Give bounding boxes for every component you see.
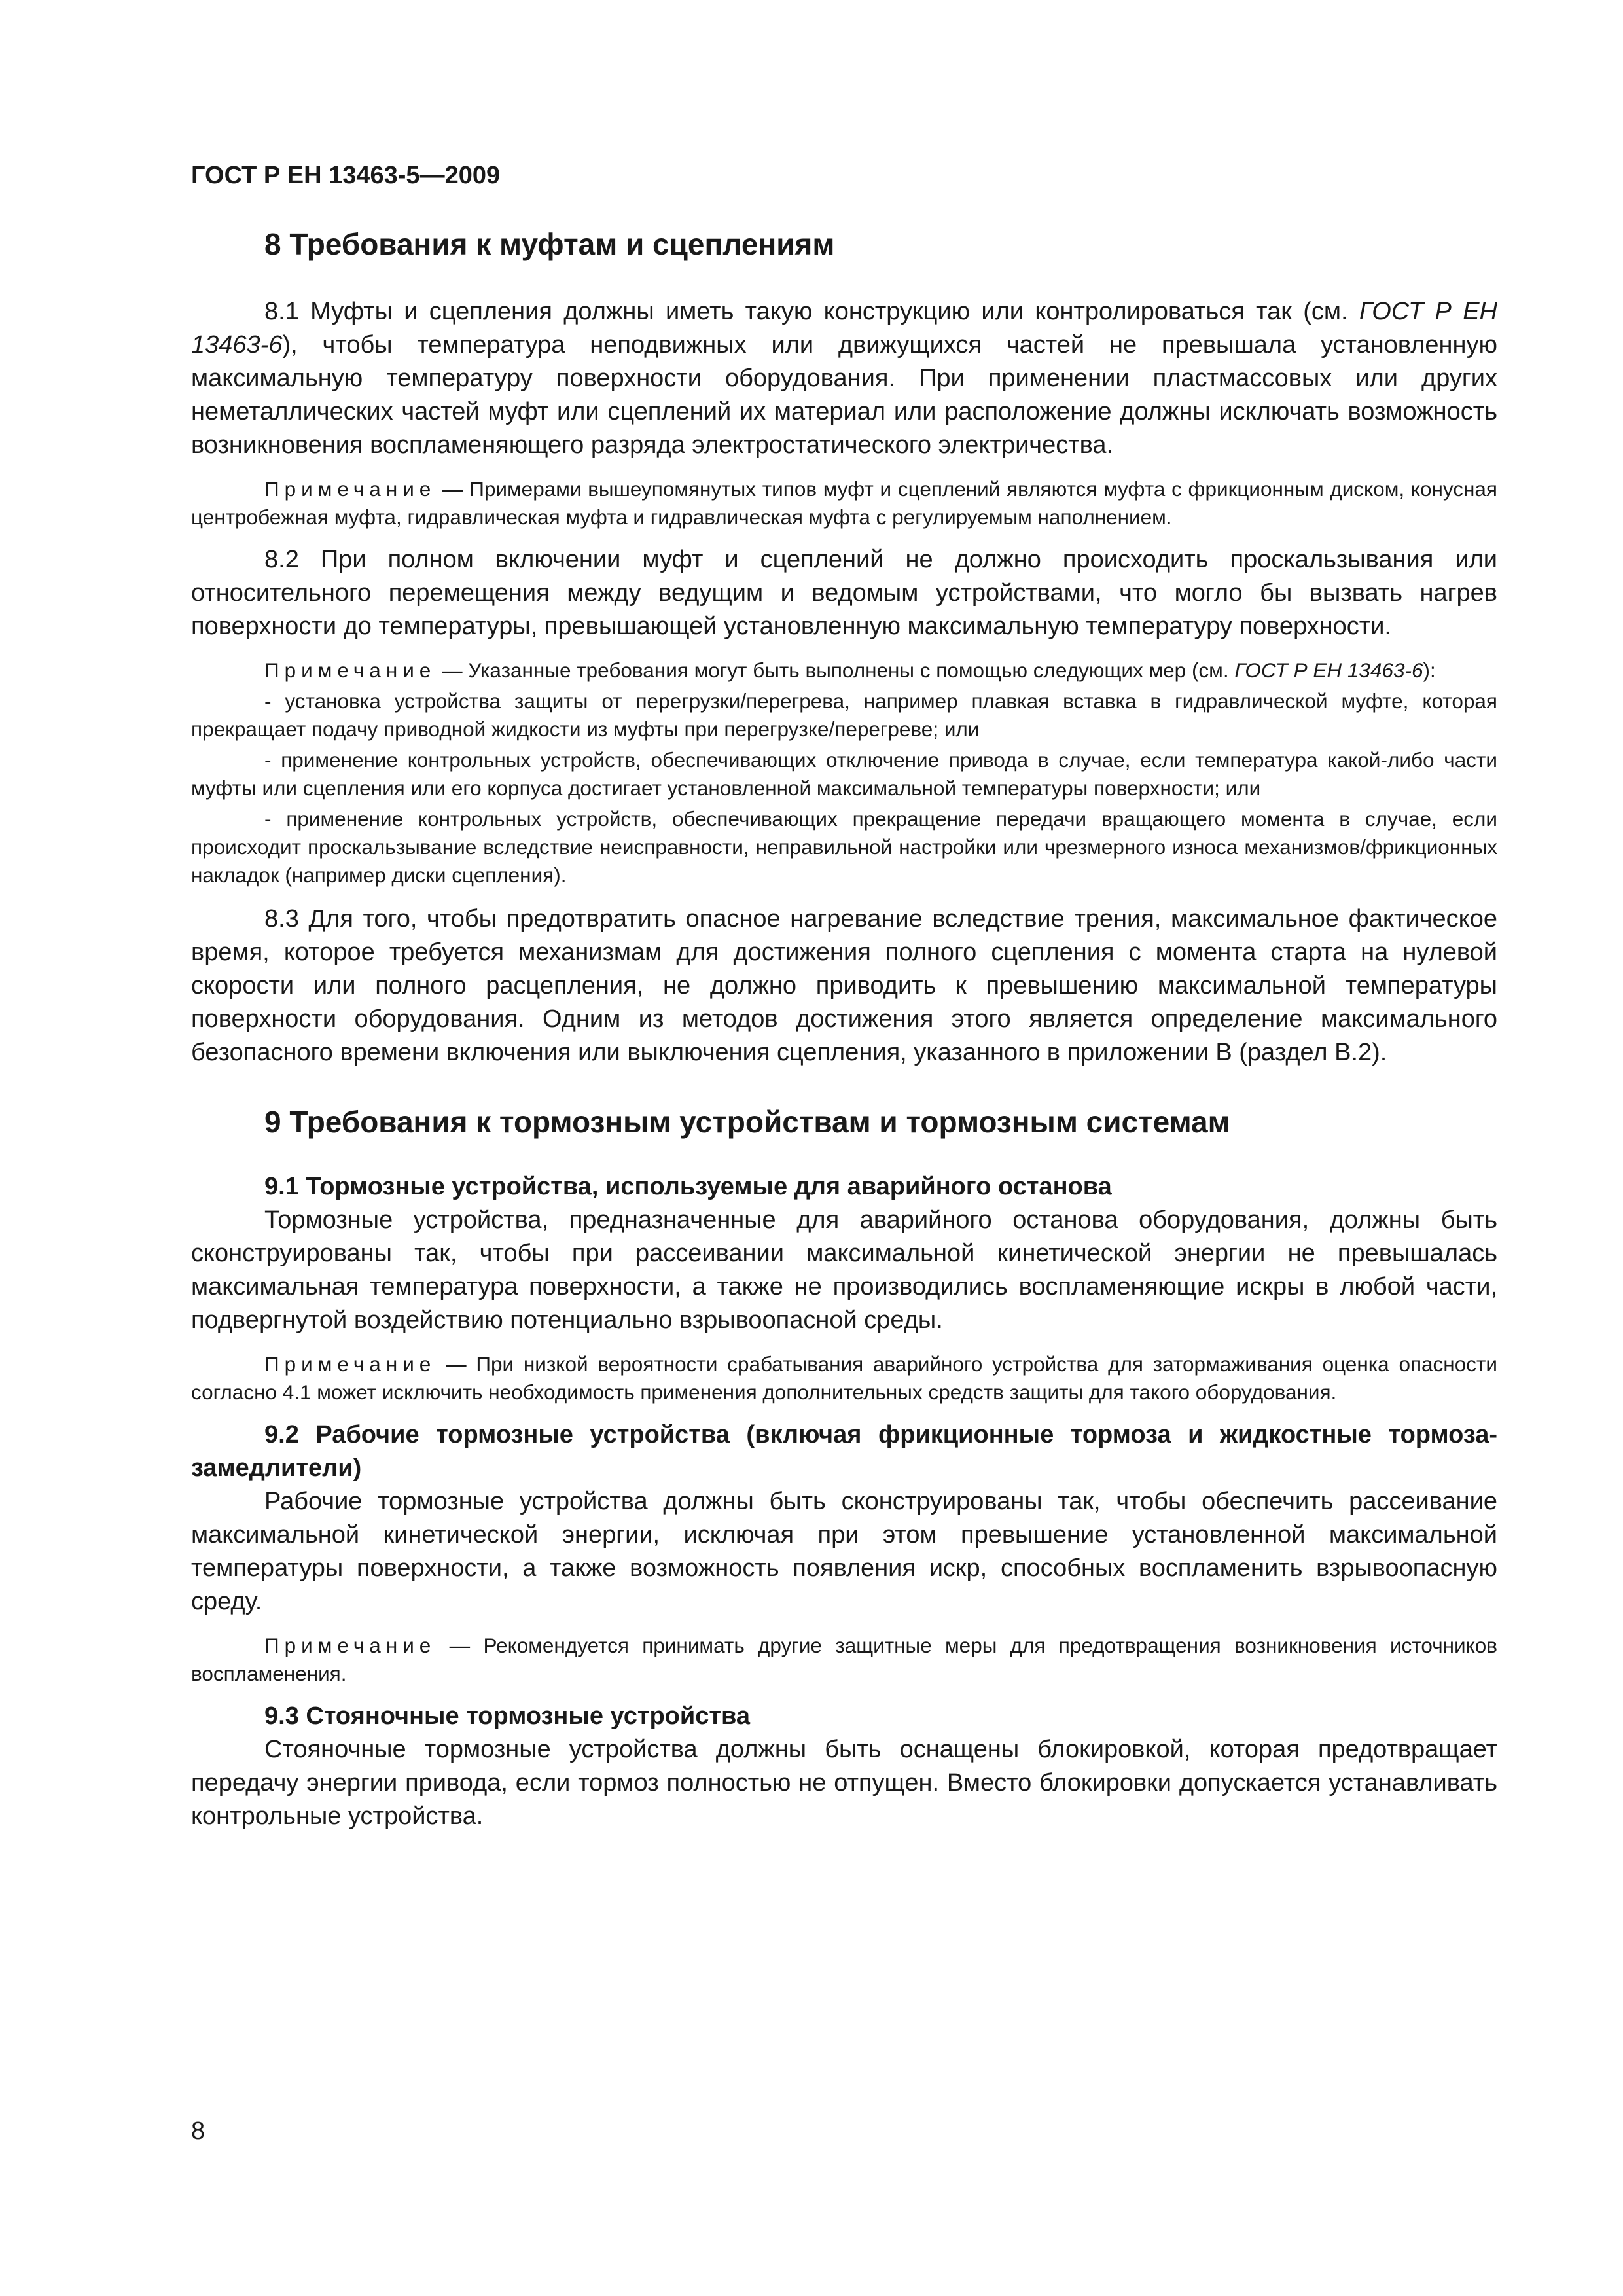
paragraph-8-3: 8.3 Для того, чтобы предотвратить опасное нагревание вследствие трения, максимальное фактическое время, которое требуется механизмам для достижения полного сцепления с момента старта на нулевой скорости или полного расцепления, не должно приводить к превышению максимальной температуры поверхности оборудования. Одним из методов достижения этого является определение максимального безопасного времени включения или выключения сцепления, указанного в приложении В (раздел В.2).	[191, 905, 1497, 1066]
paragraph-9-1: Тормозные устройства, предназначенные для аварийного останова оборудования, должны быть сконструированы так, чтобы при рассеивании максимальной кинетической энергии не превышалась максимальная температура поверхности, а также не производились воспламеняющие искры в любой части, подвергнутой воздействию потенциально взрывоопасной среды.	[191, 1206, 1497, 1334]
note-2-list-item: - применение контрольных устройств, обеспечивающих отключение привода в случае, если температура какой-либо части муфты или сцепления или его корпуса достигает установленной максимальной температуры поверхности; или	[191, 748, 1497, 800]
note-2-text-a: — Указанные требования могут быть выполнены с помощью следующих мер (см.	[436, 658, 1235, 682]
note-1	[191, 475, 1497, 531]
note-3-text: — При низкой вероятности срабатывания аварийного устройства для затормаживания оценка опасности согласно 4.1 может исключить необходимость применения дополнительных средств защиты для такого оборудования.	[191, 1352, 1497, 1404]
note-1-text: — Примерами вышеупомянутых типов муфт и сцеплений являются муфта с фрикционным диском, конусная центробежная муфта, гидравлическая муфта и гидравлическая муфта с регулируемым наполнением.	[191, 477, 1497, 529]
note-2-list-item: - установка устройства защиты от перегрузки/перегрева, например плавкая вставка в гидравлической муфте, которая прекращает подачу приводной жидкости из муфты при перегрузке/перегреве; или	[191, 689, 1497, 741]
paragraph-8-1	[191, 295, 1497, 462]
note-label: Примечание	[264, 1634, 437, 1657]
note-4	[191, 1632, 1497, 1688]
section-9-heading: 9 Требования к тормозным устройствам и тормозным системам	[264, 1105, 1230, 1139]
section-8-heading: 8 Требования к муфтам и сцеплениям	[264, 227, 835, 261]
page-content	[191, 226, 1497, 1846]
paragraph-8-1-text-b: ), чтобы температура неподвижных или движущихся частей не превышала установленную максимальную температуру поверхности оборудования. При применении пластмассовых или других неметаллических частей муфт или сцеплений их материал или расположение должны исключать возможность возникновения воспламеняющего разряда электростатического электричества.	[191, 331, 1497, 459]
subsection-9-2-heading: 9.2 Рабочие тормозные устройства (включая фрикционные тормоза и жидкостные тормоза-замедлители)	[191, 1421, 1497, 1482]
note-label: Примечание	[264, 658, 437, 682]
note-label: Примечание	[264, 477, 437, 501]
page-number: 8	[191, 2117, 205, 2145]
paragraph-8-2: 8.2 При полном включении муфт и сцеплений не должно происходить проскальзывания или относительного перемещения между ведущим и ведомым устройствами, что могло бы вызвать нагрев поверхности до температуры, превышающей установленную максимальную температуру поверхности.	[191, 546, 1497, 640]
note-2	[191, 656, 1497, 685]
reference-gost-13463-6: ГОСТ Р ЕН 13463-6	[191, 298, 1497, 359]
note-3	[191, 1350, 1497, 1407]
paragraph-8-1-text-a: 8.1 Муфты и сцепления должны иметь такую конструкцию или контролироваться так (см.	[264, 298, 1359, 325]
subsection-9-1-heading: 9.1 Тормозные устройства, используемые для аварийного останова	[264, 1173, 1112, 1200]
reference-gost-13463-6: ГОСТ Р ЕН 13463-6	[1234, 658, 1423, 682]
note-2-list-item: - применение контрольных устройств, обеспечивающих прекращение передачи вращающего момента в случае, если происходит проскальзывание вследствие неисправности, неправильной настройки или чрезмерного износа механизмов/фрикционных накладок (например диски сцепления).	[191, 807, 1497, 887]
note-2-text-b: ):	[1423, 658, 1436, 682]
paragraph-9-2: Рабочие тормозные устройства должны быть сконструированы так, чтобы обеспечить рассеивание максимальной кинетической энергии, исключая при этом превышение установленной максимальной температуры поверхности, а также возможность появления искр, способных воспламенить взрывоопасную среду.	[191, 1488, 1497, 1615]
subsection-9-3-heading: 9.3 Стояночные тормозные устройства	[264, 1702, 750, 1730]
note-4-text: — Рекомендуется принимать другие защитные меры для предотвращения возникновения источников воспламенения.	[191, 1634, 1497, 1685]
note-label: Примечание	[264, 1352, 437, 1376]
standard-code: ГОСТ Р ЕН 13463-5—2009	[191, 162, 501, 189]
paragraph-9-3: Стояночные тормозные устройства должны быть оснащены блокировкой, которая предотвращает передачу энергии привода, если тормоз полностью не отпущен. Вместо блокировки допускается устанавливать контрольные устройства.	[191, 1736, 1497, 1830]
